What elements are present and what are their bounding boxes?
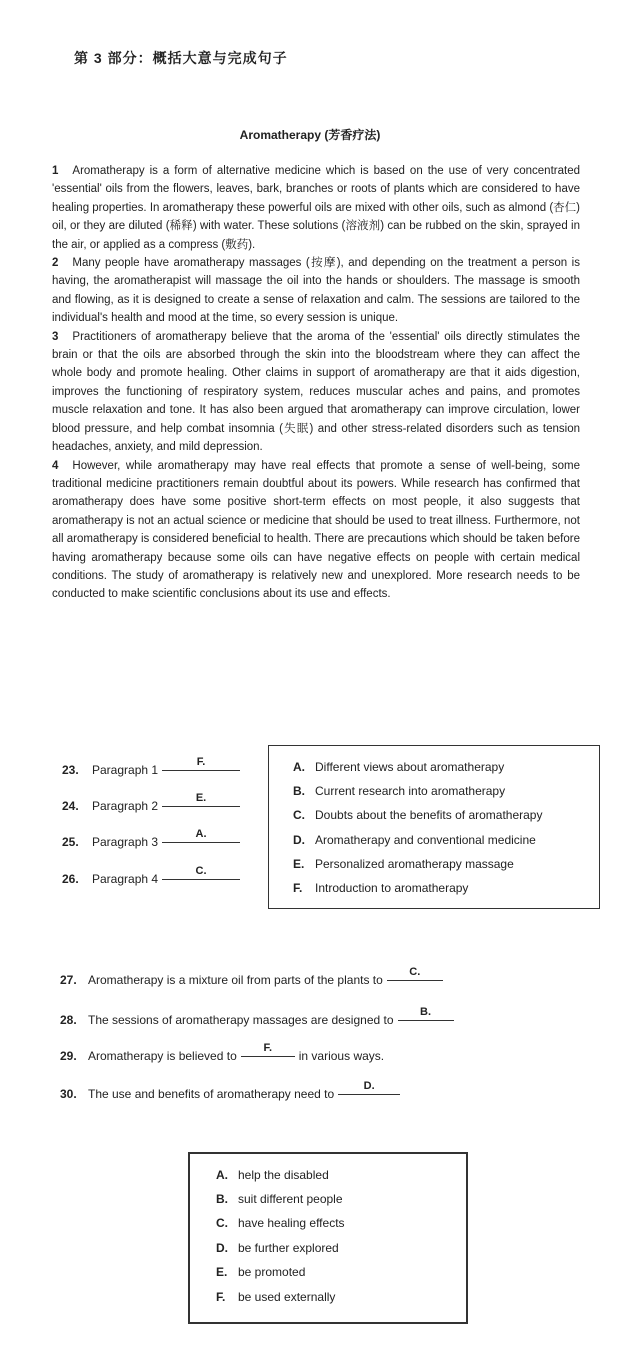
completion-question [60,1080,404,1101]
paragraph-text: Many people have aromatherapy massages (按摩), and depending on the treatment a person is having, the aromatherapist will massage the oil into the hands or shoulders. The massage is smooth and flowing, as it is designed to create a sense of relaxation and calm. The sessions are tailored to the individual's health and mood at the time, so every session is unique. [52,257,580,325]
completion-question [60,966,447,987]
matching-question [62,828,240,849]
question-number: 29. [60,1049,77,1063]
paragraph-number: 4 [52,459,59,472]
option-text: have healing effects [238,1216,345,1230]
answer-blank[interactable]: C. [162,865,240,880]
option-letter: C. [216,1216,228,1230]
option-item [293,881,468,895]
option-item [293,857,514,871]
option-text: Introduction to aromatherapy [315,881,469,895]
paragraph-text: However, while aromatherapy may have real effects that promote a sense of well-being, some traditional medicine practitioners remain doubtful about its powers. While research has confirmed that aromatherapy does have some positive short-term effects on most people, it also suggests that aromatherapy is not an actual science or medicine that should be used to treat illness. Furthermore, not all aromatherapy is considered beneficial to health. There are precautions which should be taken before having aromatherapy because some oils can have negative effects on people with certain medical conditions. The study of aromatherapy is relatively new and unexplored. More research needs to be conducted to make scientific conclusions about its use and effects. [52,459,580,601]
matching-question [62,865,240,886]
question-number: 30. [60,1087,77,1101]
answer-blank[interactable]: C. [387,966,443,981]
question-number: 26. [62,872,79,886]
section-title: 第 3 部分：概括大意与完成句子 [74,50,288,66]
option-text: Aromatherapy and conventional medicine [315,833,536,847]
answer-blank[interactable]: B. [398,1006,454,1021]
paragraph-number: 3 [52,330,59,343]
question-number: 23. [62,763,79,777]
answer-blank[interactable]: A. [162,828,240,843]
paragraph-text: Practitioners of aromatherapy believe that the aroma of the 'essential' oils directly stimulates the brain or that the oils are absorbed through the skin into the bloodstream where they can affect the whole body and promote healing. Other claims in support of aromatherapy are that it aids digestion, improves the functioning of respiratory system, reduces muscular aches and pains, and promotes muscle relaxation and tone. It has also been argued that aromatherapy can improve circulation, lower blood pressure, and help combat insomnia (失眠) and other stress-related disorders such as tension headaches, anxiety, and mild depression. [52,330,580,454]
option-item [216,1192,343,1206]
question-label: Paragraph 1 [92,763,159,777]
paragraph-3 [52,328,580,457]
option-text: Current research into aromatherapy [315,784,506,798]
paragraph-number: 1 [52,165,59,177]
completion-question [60,1006,458,1027]
option-letter: D. [293,833,305,847]
option-text: Different views about aromatherapy [315,760,505,774]
question-label: Paragraph 4 [92,872,159,886]
answer-blank[interactable]: E. [162,792,240,807]
option-letter: F. [216,1290,226,1304]
option-item [293,784,505,798]
question-stem: Aromatherapy is a mixture oil from parts of the plants to [88,973,383,987]
option-letter: D. [216,1241,228,1255]
option-text: be used externally [238,1290,336,1304]
option-letter: C. [293,808,305,822]
option-item [293,760,504,774]
option-text: suit different people [238,1192,343,1206]
option-item [216,1290,335,1304]
matching-question [62,792,240,813]
option-text: Doubts about the benefits of aromatherapy [315,808,543,822]
option-letter: E. [293,857,305,871]
passage-title: Aromatherapy (芳香疗法) [239,128,381,142]
option-text: be promoted [238,1265,306,1279]
question-stem: Aromatherapy is believed to [88,1049,237,1063]
paragraph-4 [52,457,580,604]
question-number: 25. [62,835,79,849]
question-label: Paragraph 2 [92,799,159,813]
option-letter: B. [216,1192,228,1206]
paragraph-number: 2 [52,257,59,270]
answer-blank[interactable]: F. [162,756,240,771]
heading-options-box [268,745,600,909]
option-item [216,1265,305,1279]
question-stem: The use and benefits of aromatherapy need to [88,1087,335,1101]
option-letter: B. [293,784,305,798]
question-number: 28. [60,1013,77,1027]
question-stem: The sessions of aromatherapy massages are designed to [88,1013,394,1027]
option-letter: E. [216,1265,228,1279]
completion-options-box [188,1152,468,1324]
option-letter: F. [293,881,303,895]
paragraph-2 [52,254,580,328]
question-tail: in various ways. [298,1049,385,1063]
option-text: Personalized aromatherapy massage [315,857,514,871]
option-text: be further explored [238,1241,339,1255]
reading-passage [52,162,580,604]
paragraph-text: Aromatherapy is a form of alternative medicine which is based on the use of very concentrated 'essential' oils from the flowers, leaves, bark, branches or roots of plants which are considered to have healing properties. In aromatherapy these powerful oils are mixed with other oils, such as almond (杏仁) oil, or they are diluted (稀释) with water. These solutions (溶液剂) can be rubbed on the skin, sprayed in the air, or applied as a compress (敷药). [52,165,580,251]
option-letter: A. [293,760,305,774]
option-item [216,1216,345,1230]
answer-blank[interactable]: D. [338,1080,400,1095]
question-label: Paragraph 3 [92,835,159,849]
question-number: 27. [60,973,77,987]
answer-blank[interactable]: F. [241,1042,295,1057]
paragraph-1 [52,162,580,254]
matching-question [62,756,240,777]
option-item [216,1241,339,1255]
question-number: 24. [62,799,79,813]
option-item [216,1168,329,1182]
option-item [293,833,536,847]
completion-question [60,1042,385,1063]
option-item [293,808,542,822]
option-text: help the disabled [238,1168,329,1182]
option-letter: A. [216,1168,228,1182]
